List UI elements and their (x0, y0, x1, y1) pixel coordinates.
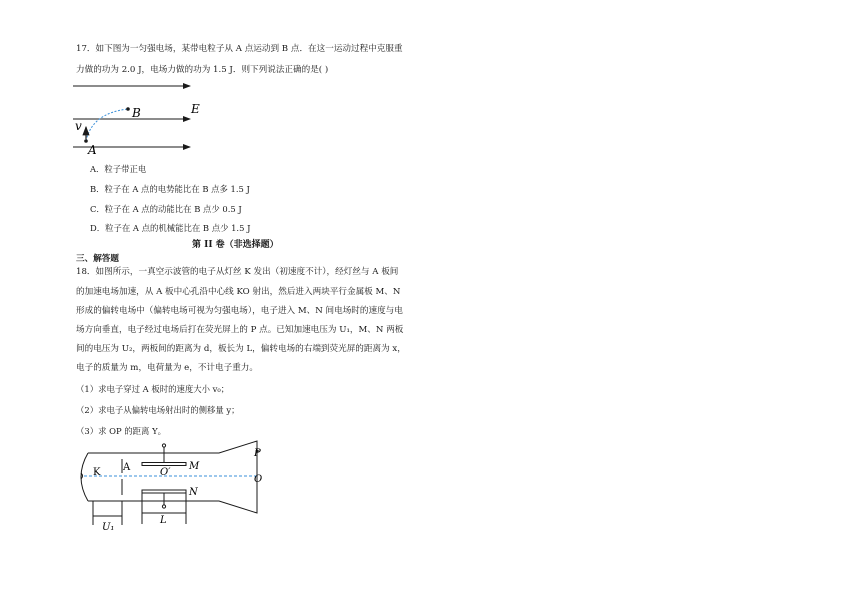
q18-oscilloscope-figure (72, 437, 272, 537)
label-a-plate: A (123, 462, 131, 473)
q17-line-1: 17．如下图为一匀强电场，某带电粒子从 A 点运动到 B 点．在这一运动过程中克服重 (76, 44, 403, 54)
plate-m (142, 463, 186, 466)
point-b (126, 107, 130, 111)
label-v: v (75, 119, 82, 133)
q18-sub-1: （1）求电子穿过 A 板时的速度大小 v₀； (76, 384, 230, 394)
q18-sub-2: （2）求电子从偏转电场射出时的侧移量 y； (76, 405, 240, 415)
label-m: M (189, 461, 200, 472)
q17-option-d: D．粒子在 A 点的机械能比在 B 点少 1.5 J (90, 223, 251, 233)
q17-option-a: A．粒子带正电 (90, 164, 147, 174)
part-2-title: 第 II 卷（非选择题） (192, 240, 279, 250)
label-p: P (254, 448, 261, 459)
label-e: E (191, 102, 200, 116)
q18-line-3: 形成的偏转电场中（偏转电场可视为匀强电场），电子进入 M、N 间电场时的速度与电 (76, 306, 403, 316)
q18-line-1: 18．如图所示，一真空示波管的电子从灯丝 K 发出（初速度不计），经灯丝与 A 板间 (76, 267, 399, 277)
plate-n (142, 490, 186, 493)
label-u1: U₁ (102, 522, 115, 533)
q17-option-c: C．粒子在 A 点的动能比在 B 点少 0.5 J (90, 204, 242, 214)
label-o: O (254, 474, 263, 485)
label-k: K (93, 467, 101, 478)
q18-line-2: 的加速电场加速，从 A 板中心孔沿中心线 KO 射出，然后进入两块平行金属板 M、N (76, 287, 401, 297)
plate-m-terminal (162, 444, 165, 447)
q18-line-6: 电子的质量为 m，电荷量为 e，不计电子重力。 (76, 363, 258, 373)
label-l: L (160, 515, 167, 526)
tube-outline (88, 441, 257, 513)
section-3-heading: 三、解答题 (76, 254, 119, 264)
q18-sub-3: （3）求 OP 的距离 Y。 (76, 426, 166, 436)
label-o-prime: O′ (160, 467, 171, 478)
label-a: A (88, 143, 97, 155)
q17-field-figure (70, 80, 210, 155)
q17-line-2: 力做的功为 2.0 J，电场力做的功为 1.5 J．则下列说法正确的是( ) (76, 65, 329, 75)
label-n: N (189, 487, 198, 498)
q17-option-b: B．粒子在 A 点的电势能比在 B 点多 1.5 J (90, 184, 250, 194)
trajectory-curve (86, 109, 128, 141)
q18-line-5: 间的电压为 U₂，两板间的距离为 d，板长为 L，偏转电场的右端到荧光屏的距离为 x， (76, 344, 406, 354)
label-b: B (132, 106, 141, 120)
plate-n-terminal (162, 505, 165, 508)
q18-line-4: 场方向垂直，电子经过电场后打在荧光屏上的 P 点。已知加速电压为 U₁，M、N 两板 (76, 325, 404, 335)
